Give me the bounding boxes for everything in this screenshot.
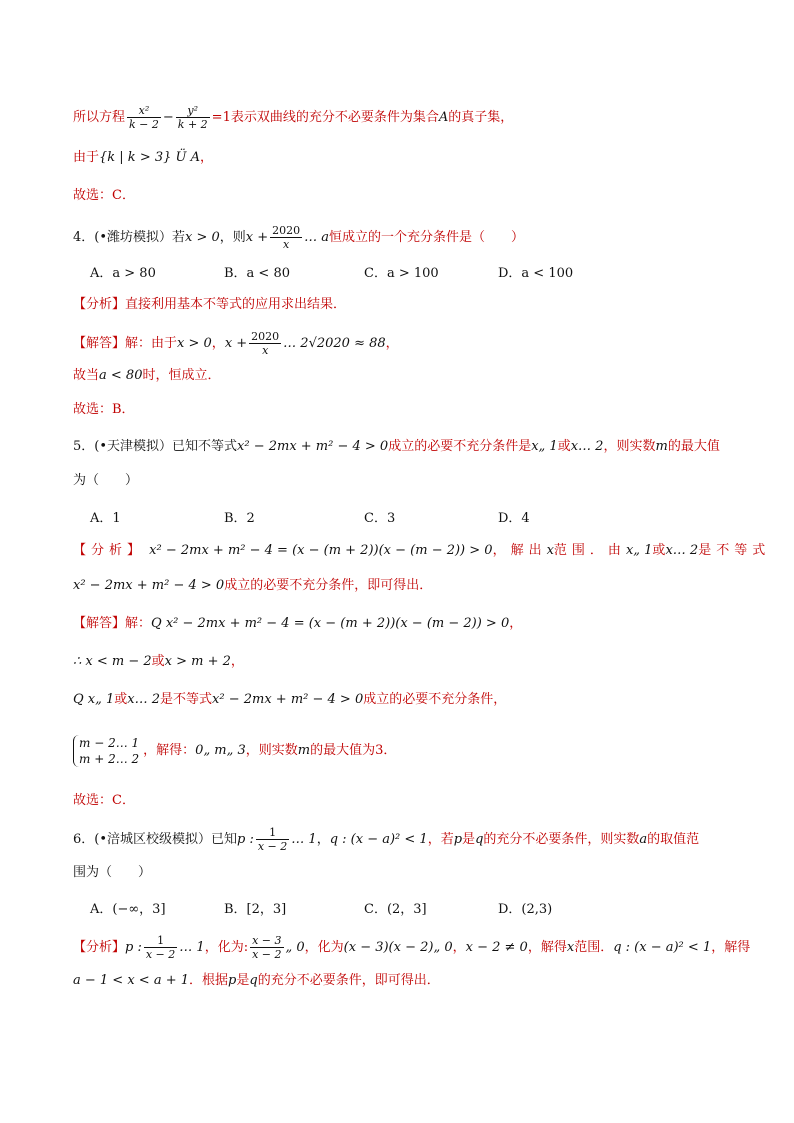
question-6-stem: 6．(•涪城区校级模拟）已知p : $\frac{1}{x - 2}$ … 1，q : (x − a)² < 1，若p是q的充分不必要条件，则实数a的取值范 <box>73 826 700 853</box>
analysis-tag: 【分析】 <box>73 543 146 558</box>
option-c: C．(2，3] <box>364 902 427 917</box>
text-line <box>73 104 513 131</box>
text: ， <box>200 150 214 165</box>
equation-system: m − 2… 1 m + 2… 2 <box>73 735 139 767</box>
text: =1表示双曲线的充分不必要条件为集合 <box>211 110 439 125</box>
math: {k | k > 3} Ü A <box>99 150 200 165</box>
question-5-stem-cont: 为（ ） <box>73 473 139 488</box>
option-c: C．3 <box>364 511 396 526</box>
analysis-line-cont: a − 1 < x < a + 1．根据p是q的充分不必要条件，即可得出． <box>73 973 440 988</box>
analysis-line: 【分析】p : $\frac{1}{x - 2}$ … 1，化为: $\frac{x - 3}{x - 2}$ „ 0，化为(x − 3)(x − 2)„ 0，x − 2 ≠ 0，解得x范围．q : (x − a)² < 1，解得 <box>73 934 751 961</box>
option-a: A．(−∞，3] <box>90 902 166 917</box>
fraction: $\frac{1}{x - 2}$ <box>257 826 288 853</box>
text-line: ∴ x < m − 2或x > m + 2， <box>73 654 244 669</box>
fraction: $\frac{\text{x²}}{k - 2}$ <box>129 104 159 131</box>
text-line <box>73 150 213 166</box>
option-a: A．a > 80 <box>90 266 156 281</box>
analysis-line-cont: x² − 2mx + m² − 4 > 0成立的必要不充分条件，即可得出． <box>73 578 433 593</box>
option-a: A．1 <box>90 511 121 526</box>
analysis-line: 【分析】直接利用基本不等式的应用求出结果． <box>73 297 347 312</box>
answer-line: 故选：C． <box>73 188 135 203</box>
math: A <box>438 110 449 125</box>
operator: − <box>162 110 174 125</box>
question-5-stem: 5．(•天津模拟）已知不等式x² − 2mx + m² − 4 > 0成立的必要不充分条件是x„ 1或x… 2，则实数m的最大值 <box>73 439 720 454</box>
solution-tag: 【解答】 <box>73 336 126 351</box>
text-line: m − 2… 1 m + 2… 2 ，解得：0„ m„ 3，则实数m的最大值为3． <box>73 733 396 769</box>
answer-line: 故选：B． <box>73 402 135 417</box>
text: 所以方程 <box>73 110 126 125</box>
option-d: D．4 <box>498 511 530 526</box>
analysis-line: 【分析】 x² − 2mx + m² − 4 = (x − (m + 2))(x − (m − 2)) > 0，解出x范围．由x„ 1或x… 2是不等式 <box>73 543 771 558</box>
option-b: B．2 <box>224 511 255 526</box>
question-4-stem: 4．(•潍坊模拟）若x > 0，则x + $\frac{2020}{x}$ … a恒成立的一个充分条件是（ ） <box>73 224 525 251</box>
solution-line: 【解答】解：Q x² − 2mx + m² − 4 = (x − (m + 2))(x − (m − 2)) > 0， <box>73 616 523 631</box>
fraction: $\frac{2020}{x}$ <box>272 224 301 251</box>
analysis-tag: 【分析】 <box>73 297 126 312</box>
text: 的真子集， <box>448 110 514 125</box>
fraction: $\frac{2020}{x}$ <box>251 330 280 357</box>
solution-line: 【解答】解：由于x > 0，x + $\frac{2020}{x}$ … 2√2020 ≈ 88， <box>73 330 399 357</box>
analysis-tag: 【分析】 <box>73 940 126 955</box>
option-b: B．[2，3] <box>224 902 287 917</box>
option-d: D．a < 100 <box>498 266 574 281</box>
fraction: $\frac{1}{x - 2}$ <box>145 934 176 961</box>
option-c: C．a > 100 <box>364 266 439 281</box>
text-line: 故当a < 80时，恒成立． <box>73 368 221 383</box>
fraction: $\frac{x - 3}{x - 2}$ <box>252 934 282 961</box>
answer-line: 故选：C． <box>73 793 135 808</box>
option-d: D．(2,3) <box>498 902 553 917</box>
question-6-stem-cont: 围为（ ） <box>73 865 152 880</box>
text: 由于 <box>73 150 100 165</box>
text-line: Q x„ 1或x… 2是不等式x² − 2mx + m² − 4 > 0成立的必要不充分条件， <box>73 692 507 707</box>
fraction: $\frac{\text{y²}}{k + 2}$ <box>177 104 208 131</box>
solution-tag: 【解答】 <box>73 616 126 631</box>
option-b: B．a < 80 <box>224 266 291 281</box>
